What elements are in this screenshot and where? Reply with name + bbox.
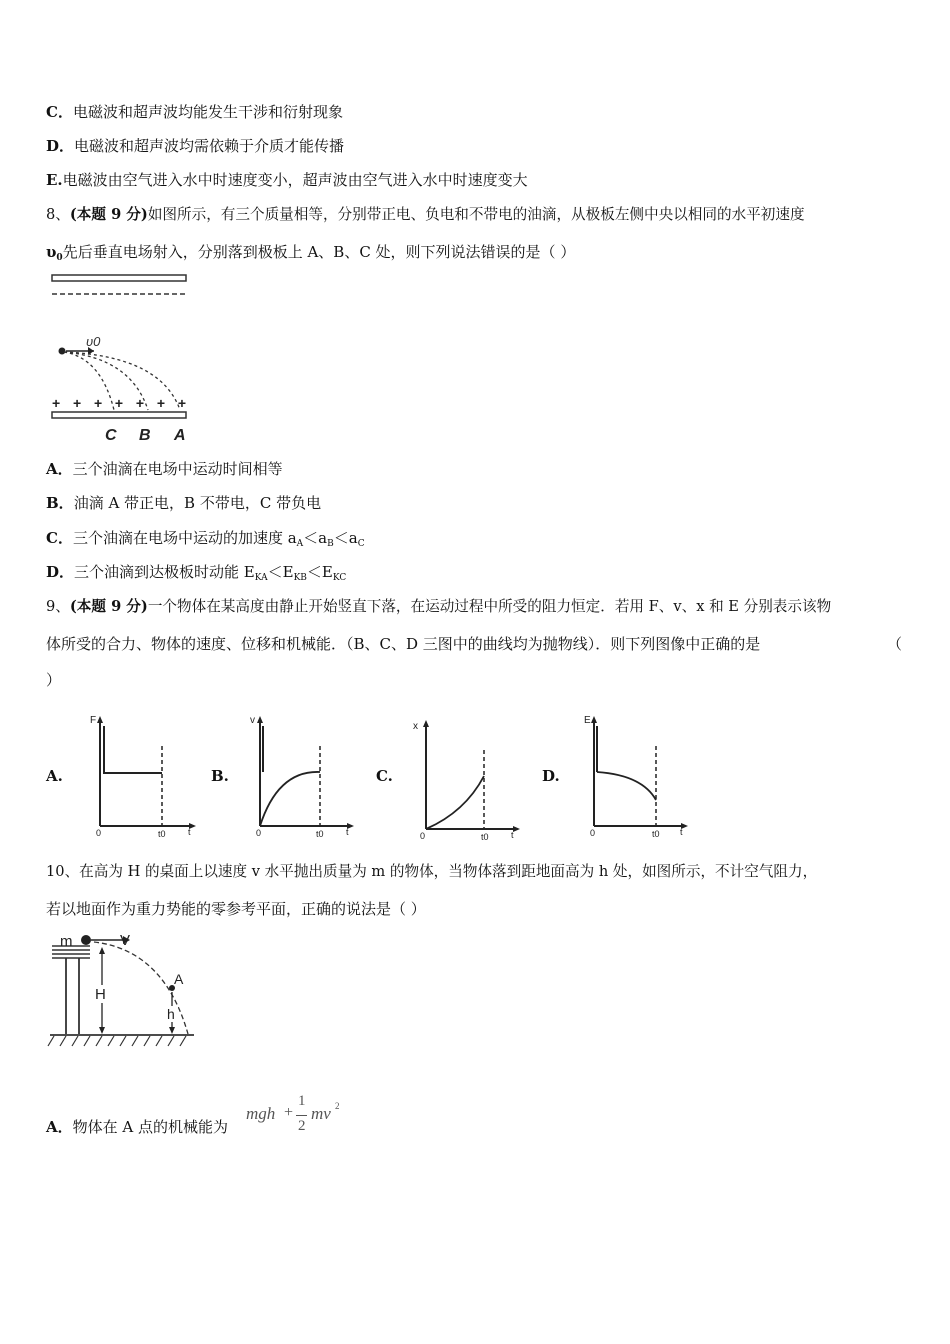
lower-plate	[52, 412, 186, 418]
origin-label: 0	[590, 828, 596, 838]
q9-graph-b-letter: B.	[211, 767, 229, 785]
q10-projectile-figure	[46, 928, 196, 1056]
origin-label: 0	[96, 828, 102, 838]
q9-stem-line3: ）	[46, 671, 62, 689]
q8-option-a: A．三个油滴在电场中运动时间相等	[46, 460, 283, 478]
energy-curve	[597, 772, 656, 800]
label-a: A	[174, 427, 186, 444]
q8-stem-line1: 8、(本题 9 分)如图所示，有三个质量相等，分别带正电、负电和不带电的油滴，从极板左侧中央以相同的水平初速度	[46, 206, 805, 223]
q10-stem-line2: 若以地面作为重力势能的零参考平面，正确的说法是（ ）	[46, 900, 426, 918]
q9-graph-c-letter: C.	[376, 767, 393, 785]
v0-label: υ0	[86, 334, 101, 349]
formula-plus: +	[284, 1104, 294, 1121]
origin-label: 0	[256, 828, 262, 838]
q9-stem-paren: （	[887, 635, 903, 653]
t0-label: t0	[316, 829, 324, 839]
object-ball	[81, 935, 91, 945]
y-label: x	[413, 721, 418, 732]
q7-option-e: E.电磁波由空气进入水中时速度变小，超声波由空气进入水中时速度变大	[46, 171, 528, 189]
label-b: B	[139, 427, 151, 444]
velocity-curve	[260, 772, 320, 826]
q10-stem-line1: 10、在高为 H 的桌面上以速度 v 水平抛出质量为 m 的物体，当物体落到距地面高为 h 处，如图所示，不计空气阻力，	[46, 863, 818, 880]
q7-option-d: D．电磁波和超声波均需依赖于介质才能传播	[46, 137, 345, 155]
q9-stem-line2: 体所受的合力、物体的速度、位移和机械能．（B、C、D 三图中的曲线均为抛物线）．则下列图像中正确的是	[46, 635, 761, 653]
q10-option-a: A．物体在 A 点的机械能为	[46, 1118, 229, 1136]
q9-stem-line1: 9、(本题 9 分)一个物体在某高度由静止开始竖直下落，在运动过程中所受的阻力恒定．若用 F、v、x 和 E 分别表示该物	[46, 598, 832, 615]
q9-graph-b	[248, 712, 358, 842]
q9-graph-a	[90, 712, 200, 842]
A-label: A	[174, 971, 184, 987]
q8-stem-line2: $\upsilon_0$先后垂直电场射入，分别落到极板上 A、B、C 处，则下列说法错误的是（ ）	[46, 243, 576, 263]
x-label: t	[346, 827, 349, 837]
h-label: h	[167, 1006, 175, 1022]
fraction-bar	[296, 1115, 307, 1116]
mass-label: m	[60, 933, 73, 950]
force-curve	[104, 726, 162, 773]
formula-mv: mv	[311, 1104, 331, 1123]
q8-option-c: C．三个油滴在电场中运动的加速度 $a_A<a_B<a_C$	[46, 529, 365, 549]
q8-option-b: B．油滴 A 带正电，B 不带电，C 带负电	[46, 494, 322, 512]
origin-label: 0	[420, 831, 426, 841]
v-label: V	[120, 932, 131, 949]
t0-label: t0	[481, 832, 489, 842]
t0-label: t0	[652, 829, 660, 839]
q9-graph-d-letter: D.	[542, 767, 560, 785]
q9-graph-c	[410, 712, 525, 844]
upper-plate	[52, 275, 186, 281]
ground-hatching	[48, 1036, 186, 1046]
y-label: E	[584, 715, 591, 726]
formula-numerator: 1	[298, 1093, 306, 1109]
q8-option-d: D．三个油滴到达极板时动能 $E_{KA}<E_{KB}<E_{KC}$	[46, 563, 347, 583]
x-label: t	[511, 830, 514, 840]
drop-origin	[59, 348, 66, 355]
formula-denominator: 2	[298, 1118, 306, 1134]
y-label: F	[90, 715, 97, 726]
q9-graph-a-letter: A.	[46, 767, 63, 785]
plus-signs: + + + + + + +	[52, 395, 186, 411]
q10-option-a-formula	[246, 1093, 346, 1141]
x-label: t	[188, 827, 191, 837]
formula-mgh: mgh	[246, 1104, 276, 1123]
y-label: v	[250, 715, 255, 726]
formula-exponent: 2	[335, 1101, 340, 1111]
H-label: H	[95, 986, 106, 1003]
q9-graph-d	[582, 712, 692, 842]
t0-label: t0	[158, 829, 166, 839]
label-c: C	[105, 427, 117, 444]
x-label: t	[680, 827, 683, 837]
q7-option-c: C．电磁波和超声波均能发生干涉和衍射现象	[46, 103, 343, 121]
displacement-curve	[426, 776, 484, 829]
q8-oil-drop-figure	[46, 270, 196, 450]
